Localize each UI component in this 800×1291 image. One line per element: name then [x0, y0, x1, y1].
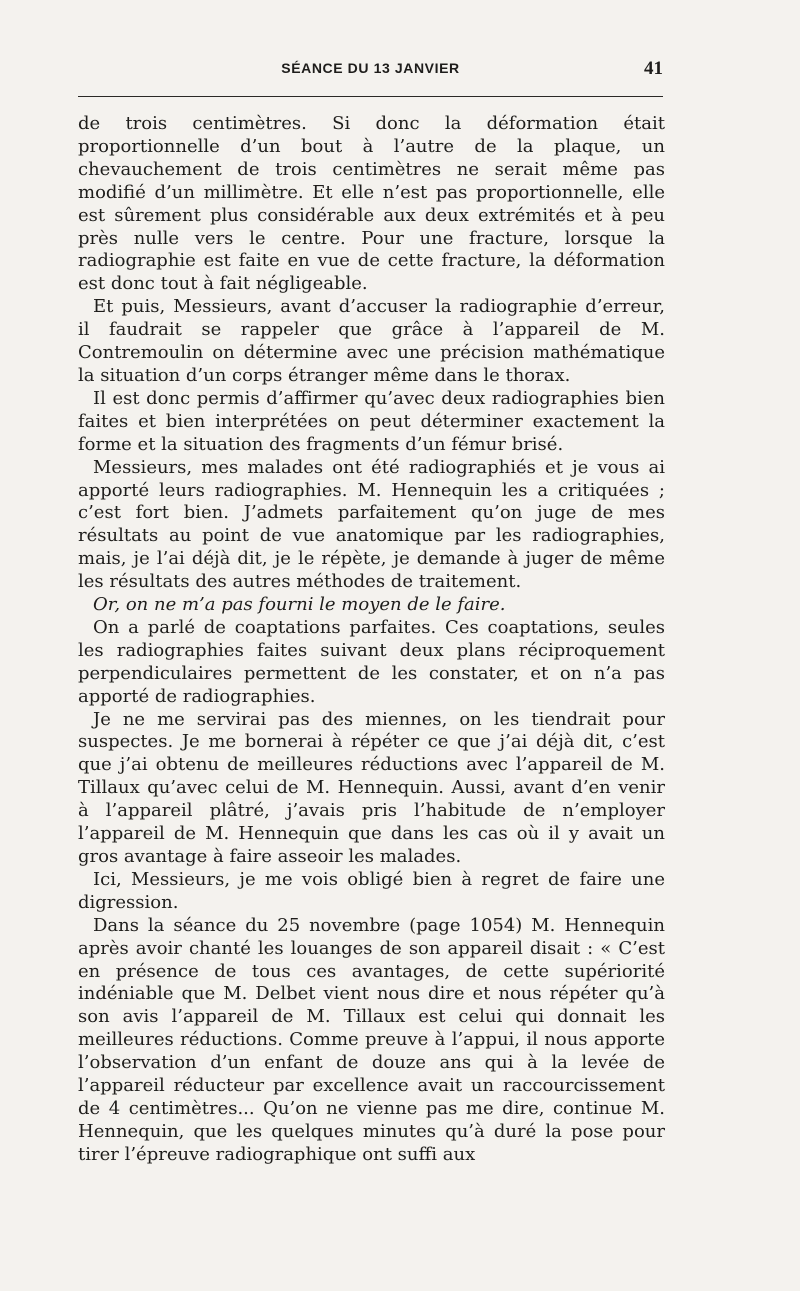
italic-paragraph: Or, on ne m’a pas fourni le moyen de le faire.	[93, 594, 506, 616]
paragraph: Dans la séance du 25 novembre (page 1054) M. Hennequin après avoir chanté les louanges de son appareil disait : « C’est en présence de tous ces avantages, de cette supériorité indéniable que M. Delbet vient nous dire et nous répéter qu’à son avis l’appareil de M. Tillaux est celui qui donnait les meilleures réductions. Comme preuve à l’appui, il nous apporte l’observation d’un enfant de douze ans qui à la levée de l’appareil réducteur par excellence avait un raccourcissement de 4 centimètres... Qu’on ne vienne pas me dire, continue M. Hennequin, que les quelques minutes qu’à duré la pose pour tirer l’épreuve radiographique ont suffi aux	[78, 914, 665, 1165]
paragraph: Messieurs, mes malades ont été radiographiés et je vous ai apporté leurs radiographies. M. Hennequin les a critiquées ; c’est fort bien. J’admets parfaitement qu’on juge de mes résultats au point de vue anatomique par les radiographies, mais, je l’ai déjà dit, je le répète, je demande à juger de même les résultats des autres méthodes de traitement.	[78, 456, 665, 593]
paragraph: Il est donc permis d’affirmer qu’avec deux radiographies bien faites et bien interprétées on peut déterminer exactement la forme et la situation des fragments d’un fémur brisé.	[78, 387, 665, 455]
paragraph: On a parlé de coaptations parfaites. Ces coaptations, seules les radiographies faites suivant deux plans réciproquement perpendiculaires permettent de les constater, et on n’a pas apporté de radiographies.	[78, 616, 665, 707]
running-title: SÉANCE DU 13 JANVIER	[281, 60, 460, 76]
body-text	[78, 113, 665, 1167]
paragraph: de trois centimètres. Si donc la déformation était proportionnelle d’un bout à l’autre de la plaque, un chevauchement de trois centimètres ne serait même pas modifié d’un millimètre. Et elle n’est pas proportionnelle, elle est sûrement plus considérable aux deux extrémités et à peu près nulle vers le centre. Pour une fracture, lorsque la radiographie est faite en vue de cette fracture, la déformation est donc tout à fait négligeable.	[78, 113, 665, 295]
paragraph: Et puis, Messieurs, avant d’accuser la radiographie d’erreur, il faudrait se rappeler que grâce à l’appareil de M. Contremoulin on détermine avec une précision mathématique la situation d’un corps étranger même dans le thorax.	[78, 296, 665, 386]
paragraph: Ici, Messieurs, je me vois obligé bien à regret de faire une digression.	[78, 868, 665, 913]
page-number: 41	[644, 58, 663, 79]
running-head	[78, 58, 663, 86]
header-rule	[78, 96, 663, 97]
paragraph: Je ne me servirai pas des miennes, on les tiendrait pour suspectes. Je me bornerai à répéter ce que j’ai déjà dit, c’est que j’ai obtenu de meilleures réductions avec l’appareil de M. Tillaux qu’avec celui de M. Hennequin. Aussi, avant d’en venir à l’appareil plâtré, j’avais pris l’habitude de n’employer l’appareil de M. Hennequin que dans les cas où il y avait un gros avantage à faire asseoir les malades.	[78, 708, 665, 867]
